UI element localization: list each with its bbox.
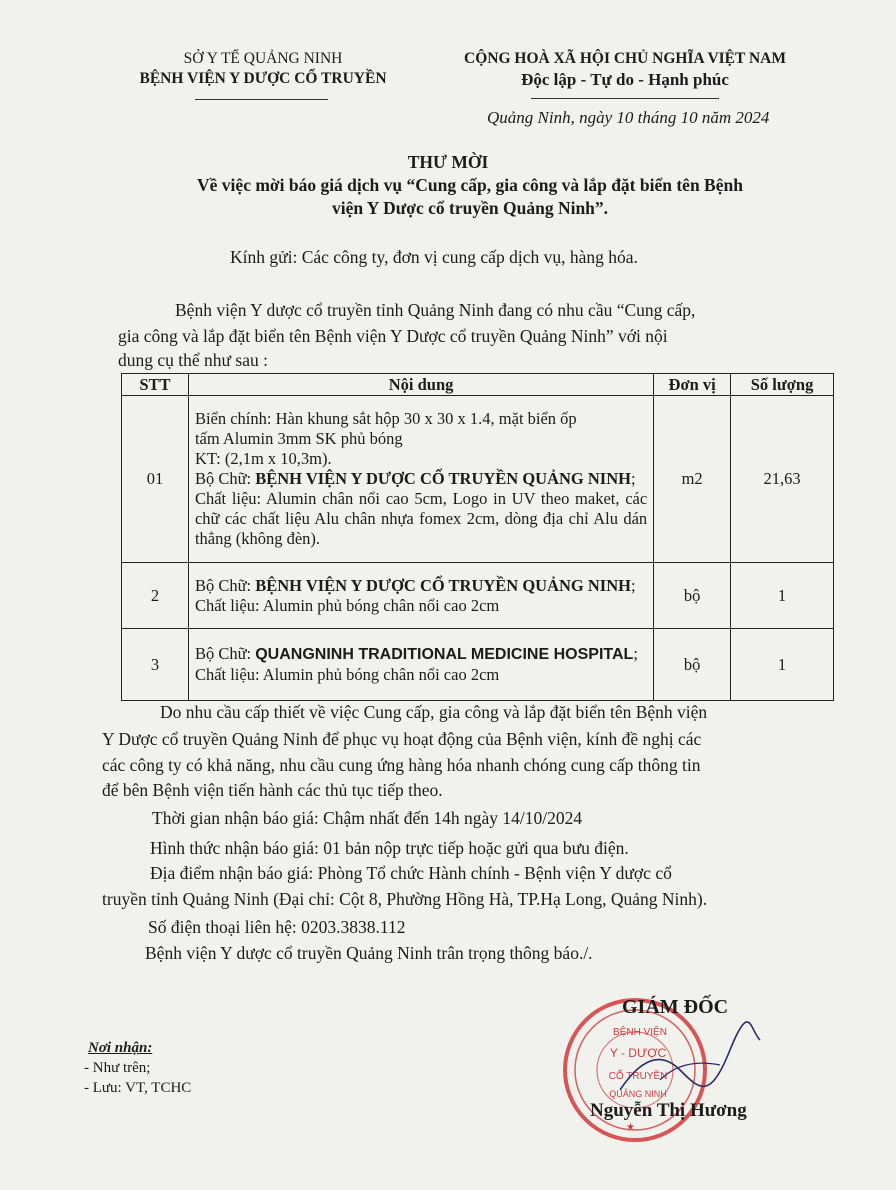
doc-subject-line1: Về việc mời báo giá dịch vụ “Cung cấp, gia công và lắp đặt biển tên Bệnh	[197, 175, 743, 195]
header-unit: Đơn vị	[654, 374, 731, 396]
place-line1: Địa điểm nhận báo giá: Phòng Tổ chức Hành chính - Bệnh viện Y dược cổ	[150, 863, 672, 883]
seal-text: Y - DƯỢC	[609, 1046, 667, 1060]
row-content	[188, 629, 653, 701]
org-underline	[195, 99, 328, 100]
seal-text: CỔ TRUYỀN	[608, 1071, 668, 1082]
body-p1-line1: Do nhu cầu cấp thiết về việc Cung cấp, gia công và lắp đặt biển tên Bệnh viện	[160, 702, 708, 722]
table-header-row	[122, 374, 834, 396]
svg-text:★: ★	[626, 1122, 635, 1133]
seal-text: QUẢNG NINH	[609, 1089, 667, 1099]
row-qty: 1	[731, 629, 834, 701]
recipient-item: - Lưu: VT, TCHC	[84, 1080, 192, 1096]
doc-subject-line2: viện Y Dược cổ truyền Quảng Ninh”.	[331, 198, 609, 218]
row-unit: m2	[654, 396, 731, 563]
row-stt: 01	[122, 396, 189, 563]
chu-prefix: Bộ Chữ:	[194, 644, 256, 663]
table-row	[122, 396, 834, 563]
chu-bold: BỆNH VIỆN Y DƯỢC CỔ TRUYỀN QUẢNG NINH	[255, 575, 631, 595]
doc-title: THƯ MỜI	[407, 152, 489, 172]
row-stt: 3	[122, 629, 189, 701]
chu-suffix: ;	[630, 575, 636, 595]
chu-suffix: ;	[630, 469, 636, 488]
body-p1-line3: các công ty có khả năng, nhu cầu cung ứng hàng hóa nhanh chóng cung cấp thông tin	[102, 755, 701, 775]
row-unit: bộ	[654, 563, 731, 629]
items-table	[121, 373, 834, 701]
row-line: KT: (2,1m x 10,3m).	[194, 449, 332, 468]
deadline: Thời gian nhận báo giá: Chậm nhất đến 14h ngày 14/10/2024	[152, 808, 583, 828]
closing-line: Bệnh viện Y dược cổ truyền Quảng Ninh trân trọng thông báo./.	[145, 943, 593, 963]
org-parent: SỞ Y TẾ QUẢNG NINH	[183, 50, 343, 67]
handwritten-signature-icon	[600, 1020, 780, 1110]
contact-phone: Số điện thoại liên hệ: 0203.3838.112	[148, 917, 406, 937]
chu-prefix: Bộ Chữ:	[194, 575, 256, 595]
row-content	[188, 563, 653, 629]
row-content	[188, 396, 653, 563]
header-qty: Số lượng	[731, 374, 834, 396]
row-line: tấm Alumin 3mm SK phủ bóng	[194, 429, 403, 448]
nation-title: CỘNG HOÀ XÃ HỘI CHỦ NGHĨA VIỆT NAM	[464, 50, 786, 67]
row-unit: bộ	[654, 629, 731, 701]
intro-line2: gia công và lắp đặt biển tên Bệnh viện Y Dược cổ truyền Quảng Ninh” với nội	[118, 326, 668, 346]
row-qty: 1	[731, 563, 834, 629]
table-row	[122, 629, 834, 701]
recipient-item: - Như trên;	[84, 1060, 151, 1076]
row-material: Chất liệu: Alumin phủ bóng chân nổi cao 2cm	[194, 665, 500, 684]
row-qty: 21,63	[731, 396, 834, 563]
org-name: BỆNH VIỆN Y DƯỢC CỔ TRUYỀN	[139, 70, 387, 87]
table-row	[122, 563, 834, 629]
chu-bold: BỆNH VIỆN Y DƯỢC CỔ TRUYỀN QUẢNG NINH	[255, 469, 631, 488]
submission-method: Hình thức nhận báo giá: 01 bản nộp trực tiếp hoặc gửi qua bưu điện.	[150, 838, 629, 858]
seal-text: BỆNH VIỆN	[613, 1027, 667, 1038]
intro-line1: Bệnh viện Y dược cổ truyền tỉnh Quảng Ninh đang có nhu cầu “Cung cấp,	[175, 300, 696, 320]
row-chu	[195, 644, 647, 665]
row-material: Chất liệu: Alumin chân nổi cao 5cm, Logo in UV theo maket, các chữ các chất liệu Alu chân nhựa fomex 2cm, dòng địa chỉ Alu dán thẳng (không đèn).	[194, 489, 648, 548]
intro-line3: dung cụ thể như sau :	[118, 350, 268, 370]
row-line: Biển chính: Hàn khung sắt hộp 30 x 30 x 1.4, mặt biển ốp	[194, 409, 577, 428]
header-stt: STT	[122, 374, 189, 396]
date-line: Quảng Ninh, ngày 10 tháng 10 năm 2024	[487, 108, 770, 127]
chu-suffix: ;	[633, 644, 638, 663]
row-material: Chất liệu: Alumin phủ bóng chân nổi cao 2cm	[194, 595, 500, 615]
chu-prefix: Bộ Chữ:	[194, 469, 256, 488]
body-p1-line4: để bên Bệnh viện tiến hành các thủ tục tiếp theo.	[102, 780, 443, 800]
signer-name: Nguyễn Thị Hương	[590, 1100, 747, 1121]
recipients-title: Nơi nhận:	[88, 1040, 153, 1056]
place-line2: truyền tỉnh Quảng Ninh (Đại chỉ: Cột 8, Phường Hồng Hà, TP.Hạ Long, Quảng Ninh).	[102, 889, 708, 909]
signer-position: GIÁM ĐỐC	[622, 996, 729, 1018]
motto-underline	[531, 98, 719, 99]
motto: Độc lập - Tự do - Hạnh phúc	[521, 70, 729, 89]
header-content: Nội dung	[188, 374, 653, 396]
row-chu	[195, 576, 647, 596]
chu-bold: QUANGNINH TRADITIONAL MEDICINE HOSPITAL	[255, 646, 634, 663]
body-p1-line2: Y Dược cổ truyền Quảng Ninh để phục vụ hoạt động của Bệnh viện, kính đề nghị các	[102, 729, 702, 749]
row-stt: 2	[122, 563, 189, 629]
row-chu	[195, 469, 647, 489]
recipient: Kính gửi: Các công ty, đơn vị cung cấp dịch vụ, hàng hóa.	[230, 247, 638, 267]
